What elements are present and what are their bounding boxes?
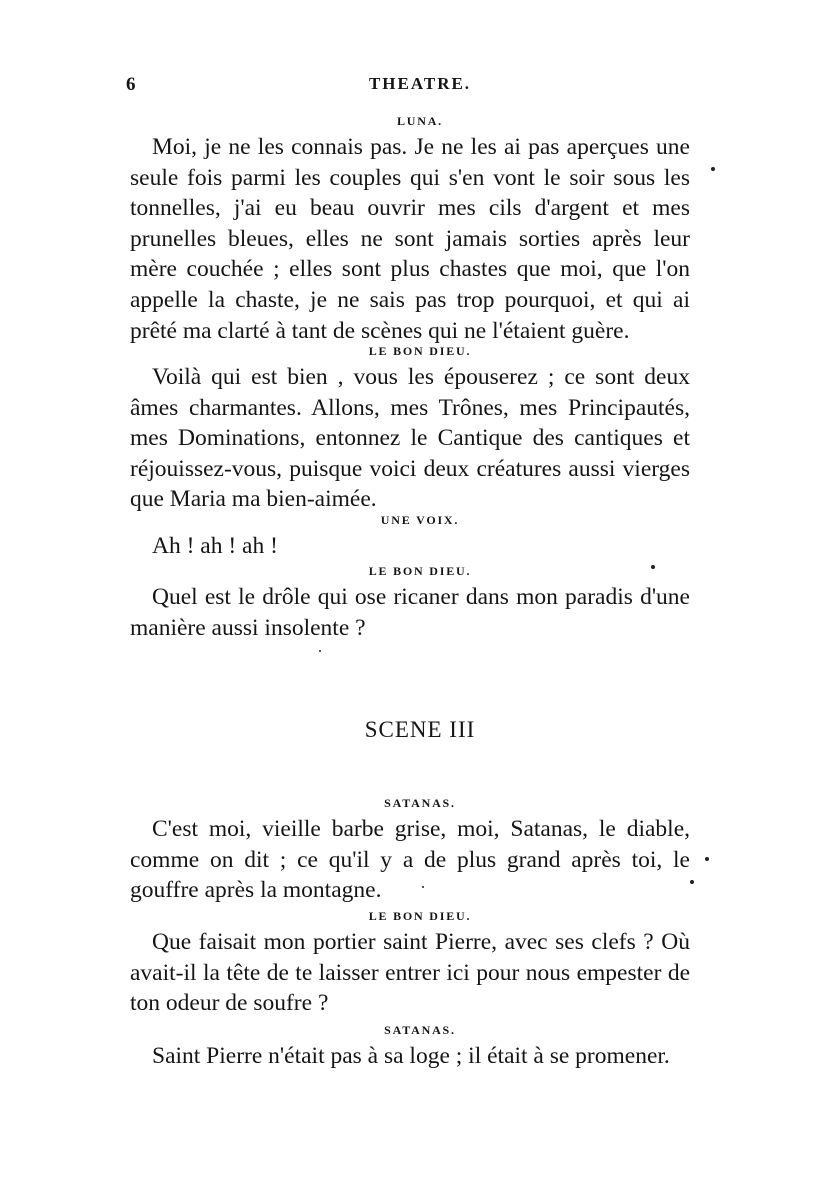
speaker-name: LUNA. (396, 114, 443, 128)
scan-speck (651, 565, 655, 569)
page-number: 6 (126, 74, 136, 95)
speaker-name: LE BON DIEU. (368, 564, 472, 578)
speech-paragraph: Saint Pierre n'était pas à sa loge ; il était à se promener. (152, 1043, 670, 1069)
scan-speck (319, 650, 321, 652)
speaker-name: SATANAS. (384, 1023, 456, 1037)
speaker-name: LE BON DIEU. (368, 909, 472, 923)
running-title: THEATRE. (368, 74, 472, 93)
speech-paragraph: Voilà qui est bien , vous les épouserez ; ce sont deux âmes charmantes. Allons, mes Trônes, mes Principautés, mes Dominations, entonnez le Cantique des cantiques et réjouissez-vous, puisque voici deux créatures aussi vierges que Maria ma bien-aimée. (130, 364, 690, 513)
scan-speck (690, 880, 694, 884)
speaker-name: UNE VOIX. (380, 513, 460, 527)
speech-paragraph: Quel est le drôle qui ose ricaner dans mon paradis d'une manière aussi insolente ? (130, 584, 690, 641)
speech-paragraph: C'est moi, vieille barbe grise, moi, Satanas, le diable, comme on dit ; ce qu'il y a de plus grand après toi, le gouffre après la montagne. (130, 816, 690, 904)
speech-paragraph: Moi, je ne les connais pas. Je ne les ai pas aperçues une seule fois parmi les couples qui s'en vont le soir sous les tonnelles, j'ai eu beau ouvrir mes cils d'argent et mes prunelles bleues, elles ne sont jamais sorties après leur mère couchée ; elles sont plus chastes que moi, que l'on appelle la chaste, je ne sais pas trop pourquoi, et qui ai prêté ma clarté à tant de scènes qui ne l'étaient guère. (130, 134, 690, 344)
speaker-name: LE BON DIEU. (368, 344, 472, 358)
scan-speck (422, 886, 424, 888)
scan-speck (711, 167, 715, 171)
speech-paragraph: Que faisait mon portier saint Pierre, avec ses clefs ? Où avait-il la tête de te laisser entrer ici pour nous empester de ton odeur de soufre ? (130, 929, 690, 1017)
scan-speck (705, 857, 709, 861)
speech-paragraph: Ah ! ah ! ah ! (152, 533, 278, 559)
scene-title: SCENE III (364, 717, 476, 742)
speaker-name: SATANAS. (384, 796, 456, 810)
